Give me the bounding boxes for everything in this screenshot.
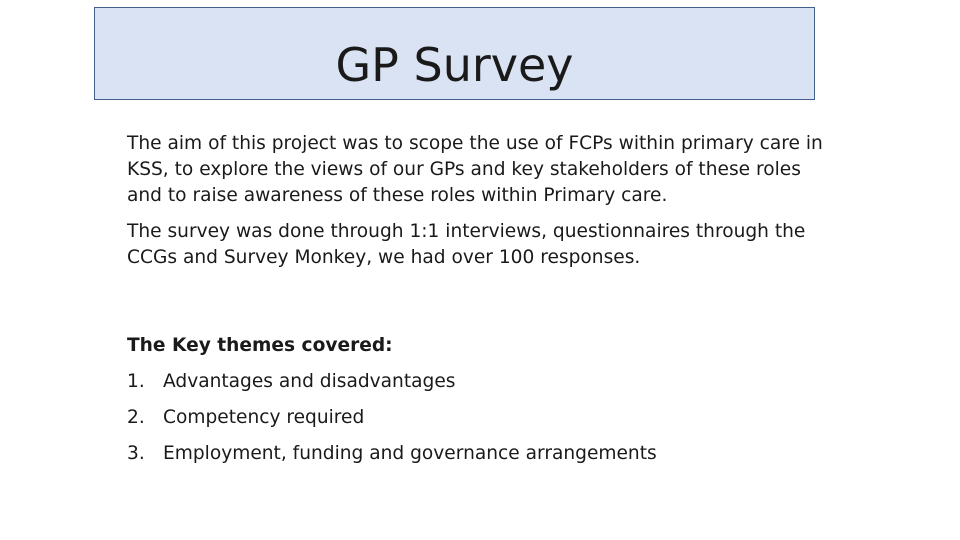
aim-paragraph: The aim of this project was to scope the use of FCPs within primary care in KSS, to explore the views of our GPs and key stakeholders of these roles and to raise awareness of these roles within Primary care. [127,133,823,206]
list-item [127,405,827,431]
slide-body [127,131,827,477]
spacer [127,281,827,333]
list-item-text: Employment, funding and governance arrangements [163,443,657,464]
slide-title: GP Survey [335,38,574,92]
list-item [127,369,827,395]
themes-list [127,369,827,467]
list-item-number: 3. [127,443,145,464]
list-item-number: 2. [127,407,145,428]
themes-heading: The Key themes covered: [127,335,393,356]
method-paragraph: The survey was done through 1:1 interviews, questionnaires through the CCGs and Survey Monkey, we had over 100 responses. [127,221,806,268]
list-item [127,441,827,467]
list-item-text: Advantages and disadvantages [163,371,456,392]
list-item-number: 1. [127,371,145,392]
title-box [94,7,815,100]
list-item-text: Competency required [163,407,365,428]
